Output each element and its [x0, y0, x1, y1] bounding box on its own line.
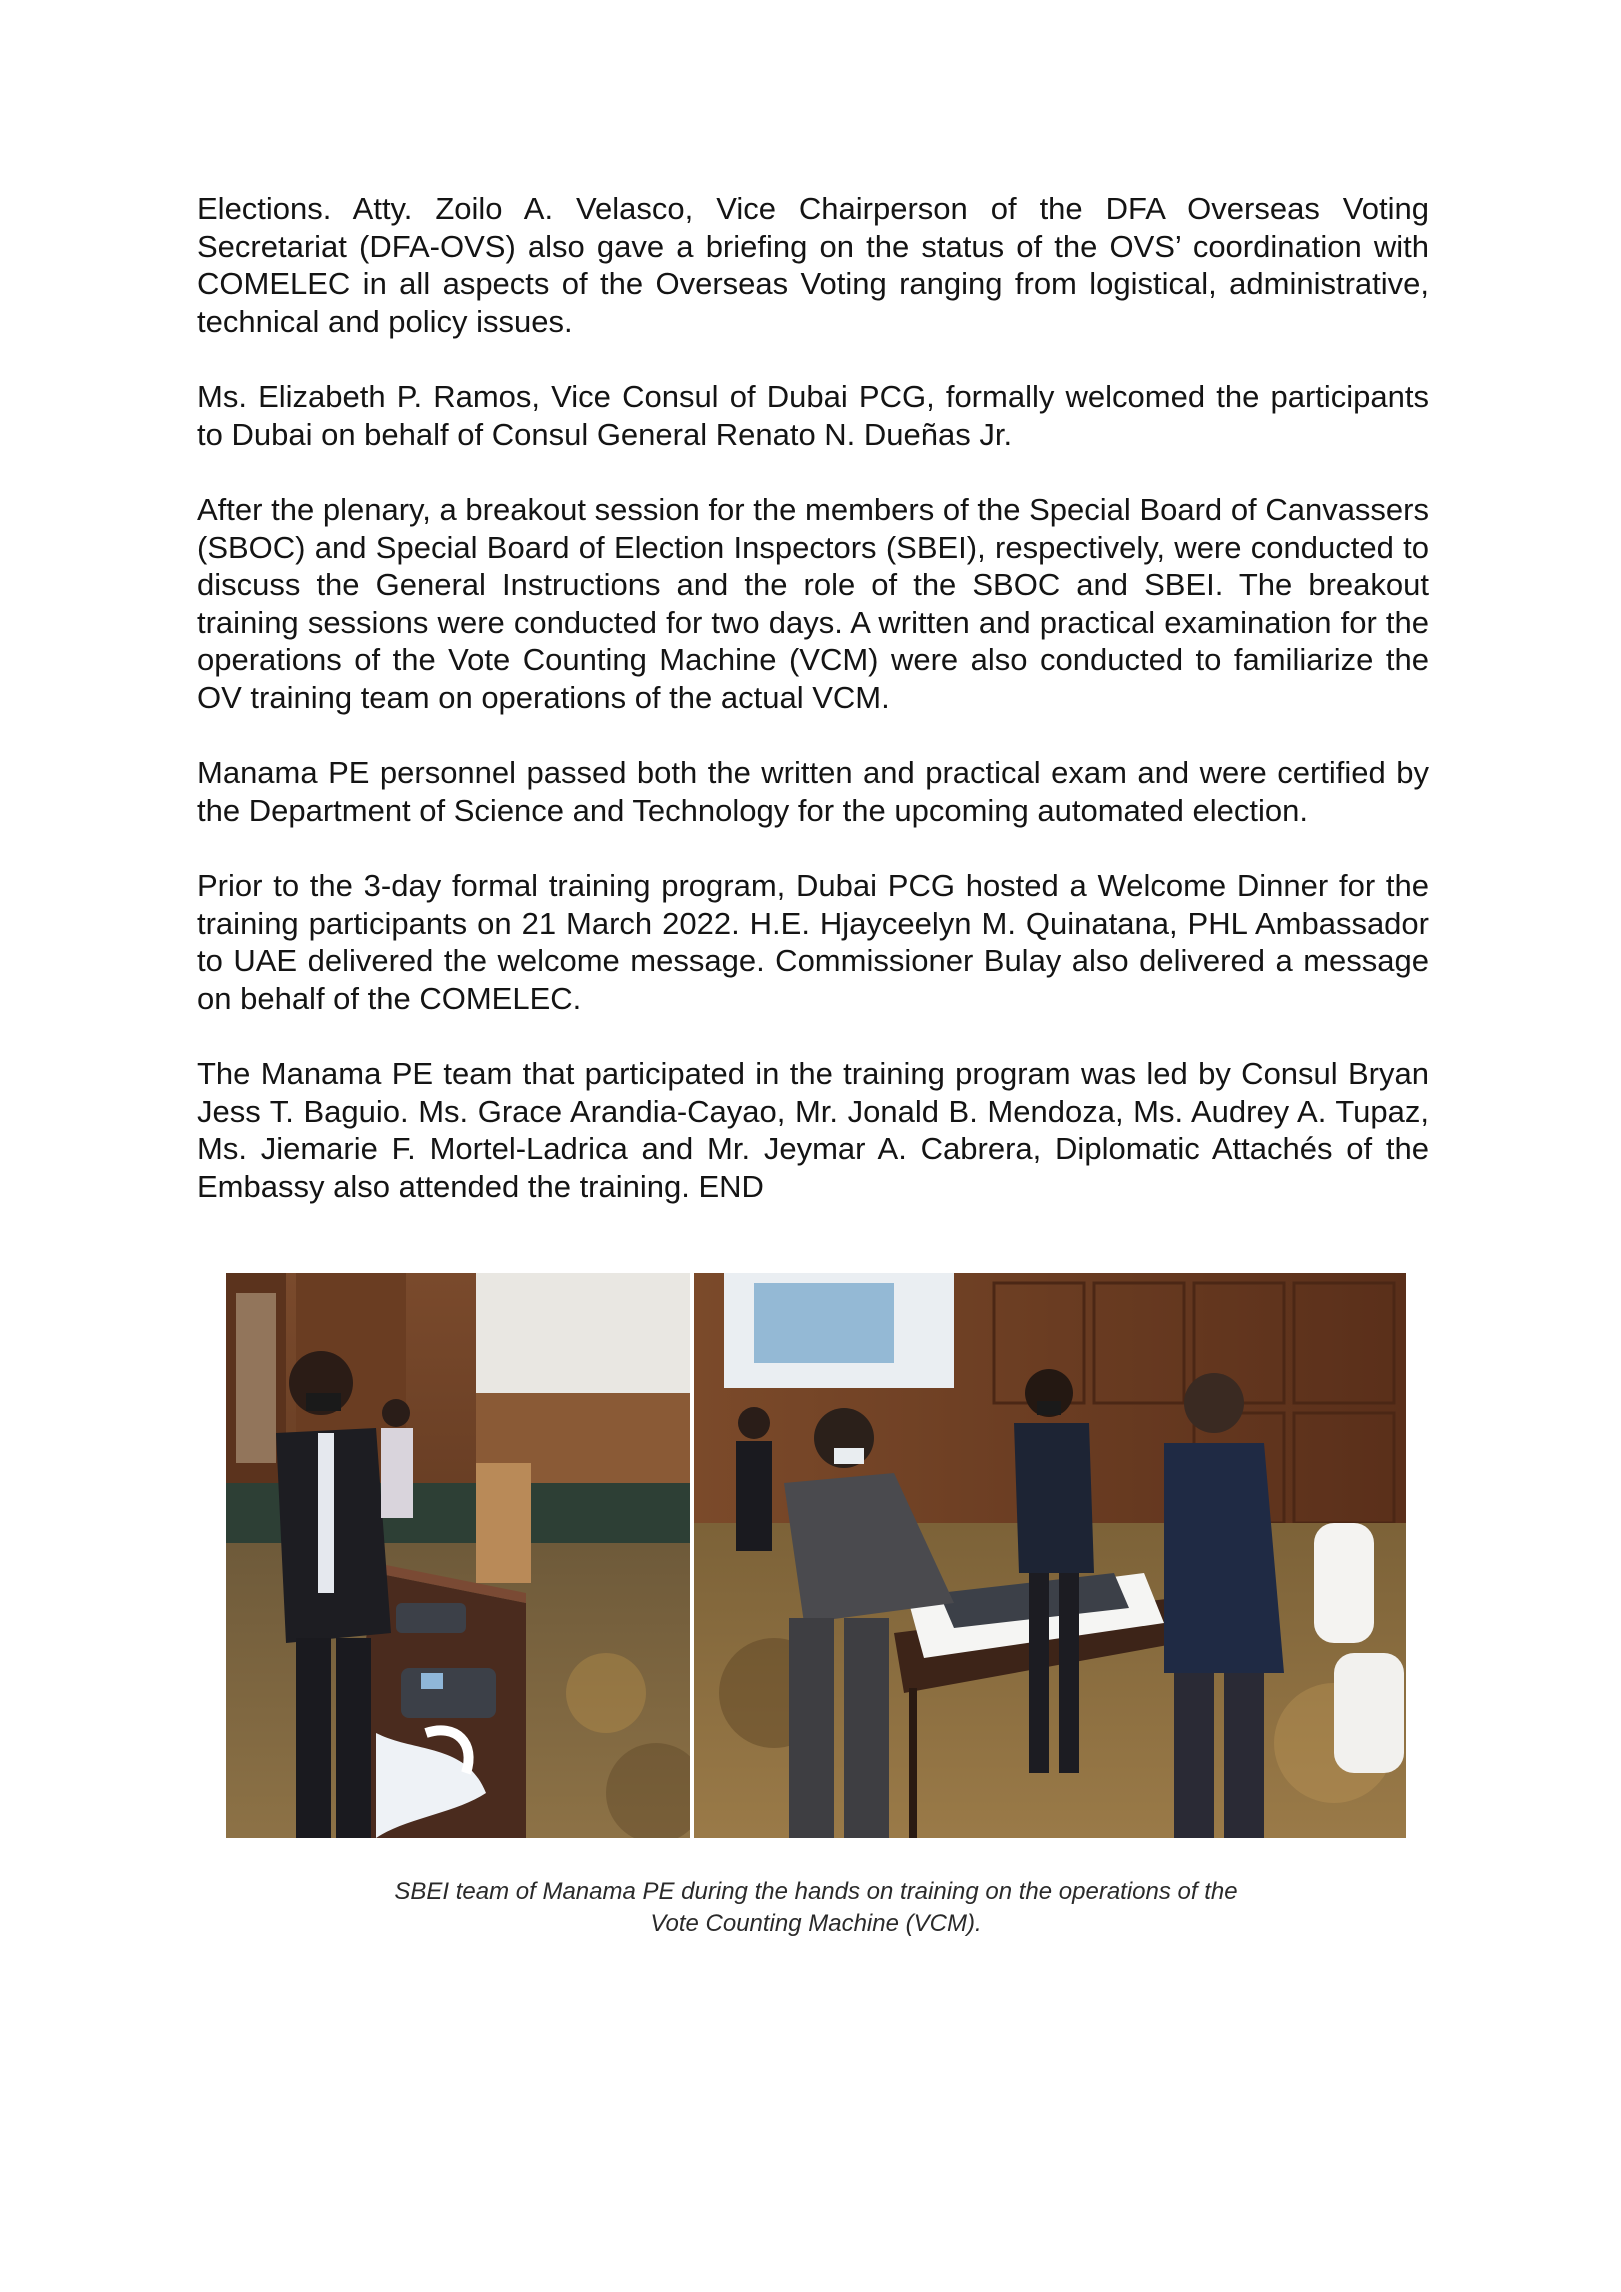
- paragraph-welcome-dinner: Prior to the 3-day formal training program, Dubai PCG hosted a Welcome Dinner for the training participants on 21 March 2022. H.E. Hjayceelyn M. Quinatana, PHL Ambassador to UAE delivered the welcome message. Commissioner Bulay also delivered a message on behalf of the COMELEC.: [197, 868, 1429, 1016]
- caption-line-2: Vote Counting Machine (VCM).: [650, 1910, 982, 1937]
- paragraph-certification: Manama PE personnel passed both the written and practical exam and were certified by the Department of Science and Technology for the upcoming automated election.: [197, 755, 1429, 828]
- paragraph-welcome: Ms. Elizabeth P. Ramos, Vice Consul of Dubai PCG, formally welcomed the participants to Dubai on behalf of Consul General Renato N. Dueñas Jr.: [197, 379, 1429, 452]
- photo-left-vcm-training: [226, 1273, 690, 1838]
- photo-caption: [226, 1876, 1406, 1940]
- photo-collage: [226, 1273, 1406, 1838]
- article-body: [197, 190, 1429, 1243]
- caption-line-1: SBEI team of Manama PE during the hands on training on the operations of the: [394, 1878, 1238, 1905]
- photo-right-vcm-group: [694, 1273, 1406, 1838]
- paragraph-breakout-session: After the plenary, a breakout session for the members of the Special Board of Canvassers (SBOC) and Special Board of Election Inspectors (SBEI), respectively, were conducted to discuss the General Instructions and the role of the SBOC and SBEI. The breakout training sessions were conducted for two days. A written and practical examination for the operations of the Vote Counting Machine (VCM) were also conducted to familiarize the OV training team on operations of the actual VCM.: [197, 492, 1429, 715]
- paragraph-briefing: Elections. Atty. Zoilo A. Velasco, Vice Chairperson of the DFA Overseas Voting Secretariat (DFA-OVS) also gave a briefing on the status of the OVS’ coordination with COMELEC in all aspects of the Overseas Voting ranging from logistical, administrative, technical and policy issues.: [197, 191, 1429, 339]
- paragraph-team-members: The Manama PE team that participated in the training program was led by Consul Bryan Jess T. Baguio. Ms. Grace Arandia-Cayao, Mr. Jonald B. Mendoza, Ms. Audrey A. Tupaz, Ms. Jiemarie F. Mortel-Ladrica and Mr. Jeymar A. Cabrera, Diplomatic Attachés of the Embassy also attended the training. END: [197, 1056, 1429, 1204]
